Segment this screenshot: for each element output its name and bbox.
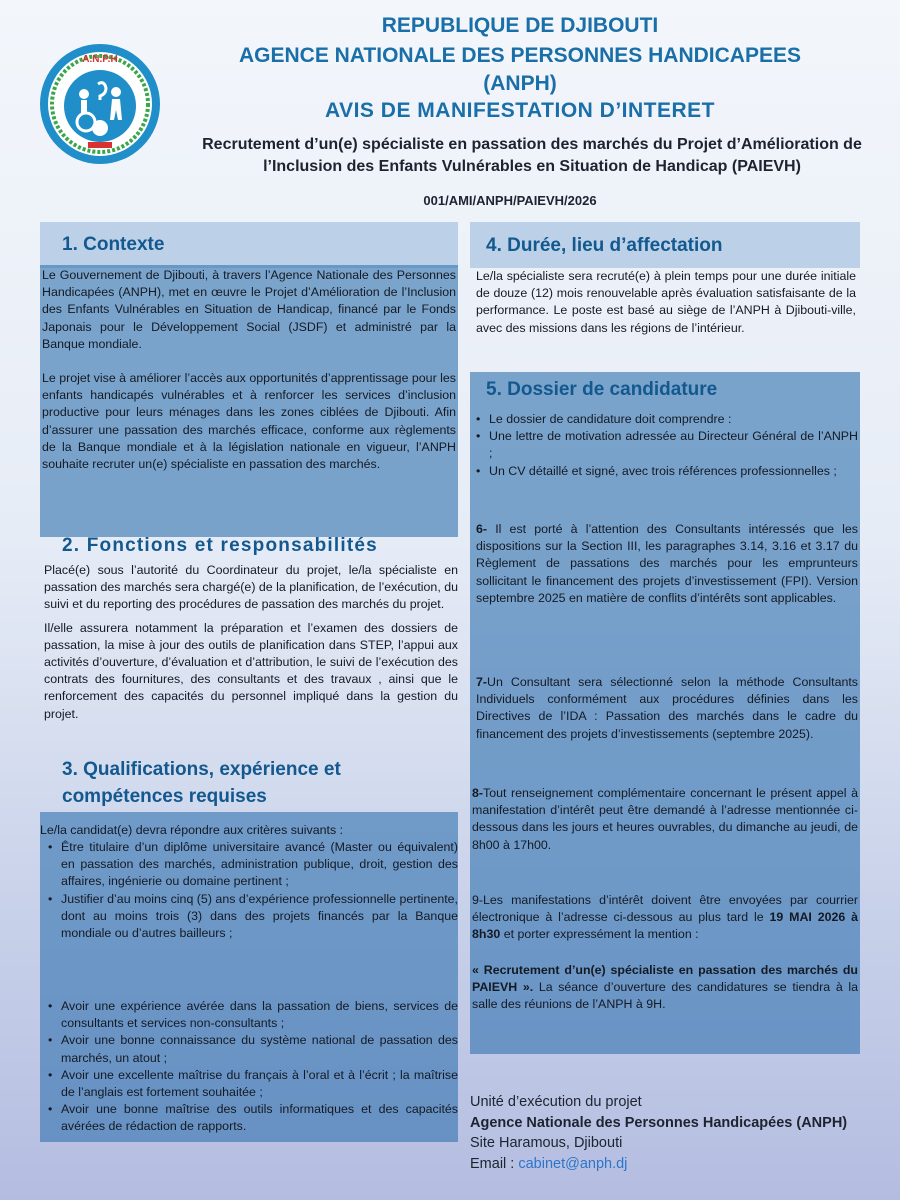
qualification-item: • Justifier d’au moins cinq (5) ans d’expérience professionnelle pertinente, dont au moins trois (3) dans des projets financés par la Banque mondiale ou d’autres bailleurs ; <box>48 891 458 943</box>
deadline-date: 19 MAI 2026 à 8h30 <box>472 910 858 942</box>
footer-agency: Agence Nationale des Personnes Handicapées (ANPH) <box>470 1114 848 1131</box>
contexte-paragraph-2: Le projet vise à améliorer l’accès aux opportunités d’apprentissage pour les enfants handicapés vulnérables et à renforcer les services d’inclusion productive pour leurs ménages dans les zones ciblées de Djibouti. Afin d’assurer une passation des marchés efficace, conforme aux règlements de la Banque mondiale et à la législation nationale en vigueur, l’ANPH souhaite recruter un(e) spécialiste en passation des marchés. <box>42 371 456 472</box>
contexte-paragraph-1: Le Gouvernement de Djibouti, à travers l’Agence Nationale des Personnes Handicapées (ANPH), met en œuvre le Projet d’Amélioration de l’Inclusion des Enfants Vulnérables en Situation de Handicap, financé par le Fonds Japonais pour le Développement Social (JSDF) et administré par la Banque mondiale. <box>42 268 456 351</box>
dossier-item: • Un CV détaillé et signé, avec trois références professionnelles ; <box>476 463 858 480</box>
dossier-item: • Une lettre de motivation adressée au Directeur Général de l’ANPH ; <box>476 428 858 462</box>
paragraph-8-text: Tout renseignement complémentaire concernant le présent appel à manifestation d’intérêt peut être demandé à l’adresse mentionnée ci-dessous dans les jours et heures ouvrables, du dimanche au jeudi, de 8h00 à 17h00. <box>472 786 858 852</box>
dossier-paragraph-8 <box>472 785 858 854</box>
anph-logo <box>38 42 162 166</box>
email-label: Email : <box>470 1155 519 1172</box>
contexte-text <box>42 267 456 473</box>
qualification-item: • Avoir une bonne connaissance du système national de passation des marchés, un atout ; <box>48 1032 458 1066</box>
qualifications-title-line1: 3. Qualifications, expérience et <box>62 759 341 780</box>
section-title-qualifications <box>62 756 341 810</box>
dossier-item: • Le dossier de candidature doit comprendre : <box>476 411 858 428</box>
notice-subtitle: Recrutement d’un(e) spécialiste en passation des marchés du Projet d’Amélioration de l’Inclusion des Enfants Vulnérables en Situation de Handicap (PAIEVH) <box>202 136 862 175</box>
qualification-item: • Avoir une bonne maîtrise des outils informatiques et des capacités avérées de rédaction de rapports. <box>48 1101 458 1135</box>
paragraph-9-text: 9-Les manifestations d’intérêt doivent être envoyées par courrier électronique à l’adresse ci-dessous au plus tard le <box>472 893 858 925</box>
fonctions-text <box>44 562 458 723</box>
qualifications-list-a <box>48 839 458 942</box>
qualifications-list-b <box>48 998 458 1136</box>
footer-site: Site Haramous, Djibouti <box>470 1135 623 1151</box>
fonctions-paragraph-2: Il/elle assurera notamment la préparation et l’examen des dossiers de passation, la mise à jour des outils de planification dans STEP, l’appui aux activités d’ouverture, d’évaluation et d’attribution, le suivi de l’exécution des contrats des fournitures, des consultants et des travaux , ainsi que le renforcement des capacités du personnel impliqué dans la gestion du projet. <box>44 620 458 721</box>
mention-text: « Recrutement d’un(e) spécialiste en passation des marchés du PAIEVH ». <box>472 963 858 995</box>
footer-unit: Unité d’exécution du projet <box>470 1094 642 1110</box>
agency-title-line2: (ANPH) <box>483 72 557 95</box>
qualifications-intro: Le/la candidat(e) devra répondre aux critères suivants : <box>40 823 344 837</box>
section-title-fonctions: 2. Fonctions et responsabilités <box>62 535 378 556</box>
fonctions-paragraph-1: Placé(e) sous l’autorité du Coordinateur du projet, le/la spécialiste en passation des marchés sera chargé(e) de la planification, de l’exécution, du suivi et du reporting des procédures de passation des marchés du projet. <box>44 563 458 612</box>
paragraph-8-number: 8- <box>472 786 484 800</box>
dossier-paragraph-6 <box>476 521 858 607</box>
dossier-paragraph-7 <box>476 674 858 743</box>
notice-title: AVIS DE MANIFESTATION D’INTERET <box>324 99 715 122</box>
section-title-contexte: 1. Contexte <box>62 234 165 255</box>
duree-text: Le/la spécialiste sera recruté(e) à plein temps pour une durée initiale de douze (12) mois renouvelable après évaluation satisfaisante de la performance. Le poste est basé au siège de l’ANPH à Djibouti-ville, avec des missions dans les régions de l’intérieur. <box>476 269 856 335</box>
agency-title <box>190 42 850 98</box>
logo-text: A.N.P.H <box>82 54 118 65</box>
paragraph-7-number: 7- <box>476 675 488 689</box>
qualification-item: • Être titulaire d’un diplôme universitaire avancé (Master ou équivalent) en passation des marchés, administration publique, droit, gestion des affaires, ingénierie ou domaine pertinent ; <box>48 839 458 891</box>
dossier-paragraph-9 <box>472 892 858 944</box>
paragraph-7-text: Un Consultant sera sélectionné selon la méthode Consultants Individuels conformément aux procédures définies dans les Directives de l’IDA : Passation des marchés dans le cadre du financement des projets d’investissements (septembre 2025). <box>476 675 858 741</box>
footer-email <box>470 1154 847 1175</box>
agency-title-line1: AGENCE NATIONALE DES PERSONNES HANDICAPEES <box>238 44 802 67</box>
paragraph-10-text: La séance d’ouverture des candidatures se tiendra à la salle des réunions de l’ANPH à 9H. <box>472 980 858 1012</box>
paragraph-9-text-end: et porter expressément la mention : <box>500 927 699 942</box>
country-title: REPUBLIQUE DE DJIBOUTI <box>381 14 659 37</box>
qualification-item: • Avoir une expérience avérée dans la passation de biens, services de consultants et services non-consultants ; <box>48 998 458 1032</box>
email-link[interactable]: cabinet@anph.dj <box>518 1155 628 1172</box>
section-title-duree: 4. Durée, lieu d’affectation <box>486 235 723 256</box>
paragraph-6-number: 6- <box>476 522 488 536</box>
qualifications-title-line2: compétences requises <box>62 786 267 807</box>
section-title-dossier: 5. Dossier de candidature <box>486 379 718 400</box>
dossier-list <box>476 411 858 480</box>
qualification-item: • Avoir une excellente maîtrise du français à l’oral et à l’écrit ; la maîtrise de l’anglais est fortement souhaitée ; <box>48 1067 458 1101</box>
paragraph-6-text: Il est porté à l’attention des Consultants intéressés que les dispositions sur la Section III, les paragraphes 3.14, 3.16 et 3.17 du Règlement de passations des marchés pour les emprunteurs sollicitant le financement des projets d’investissement (FPI). Version septembre 2025 en matière de conflits d’intérêts sont applicables. <box>476 522 858 605</box>
dossier-paragraph-10 <box>472 962 858 1014</box>
contact-footer <box>470 1092 847 1174</box>
reference-number: 001/AMI/ANPH/PAIEVH/2026 <box>423 193 597 208</box>
